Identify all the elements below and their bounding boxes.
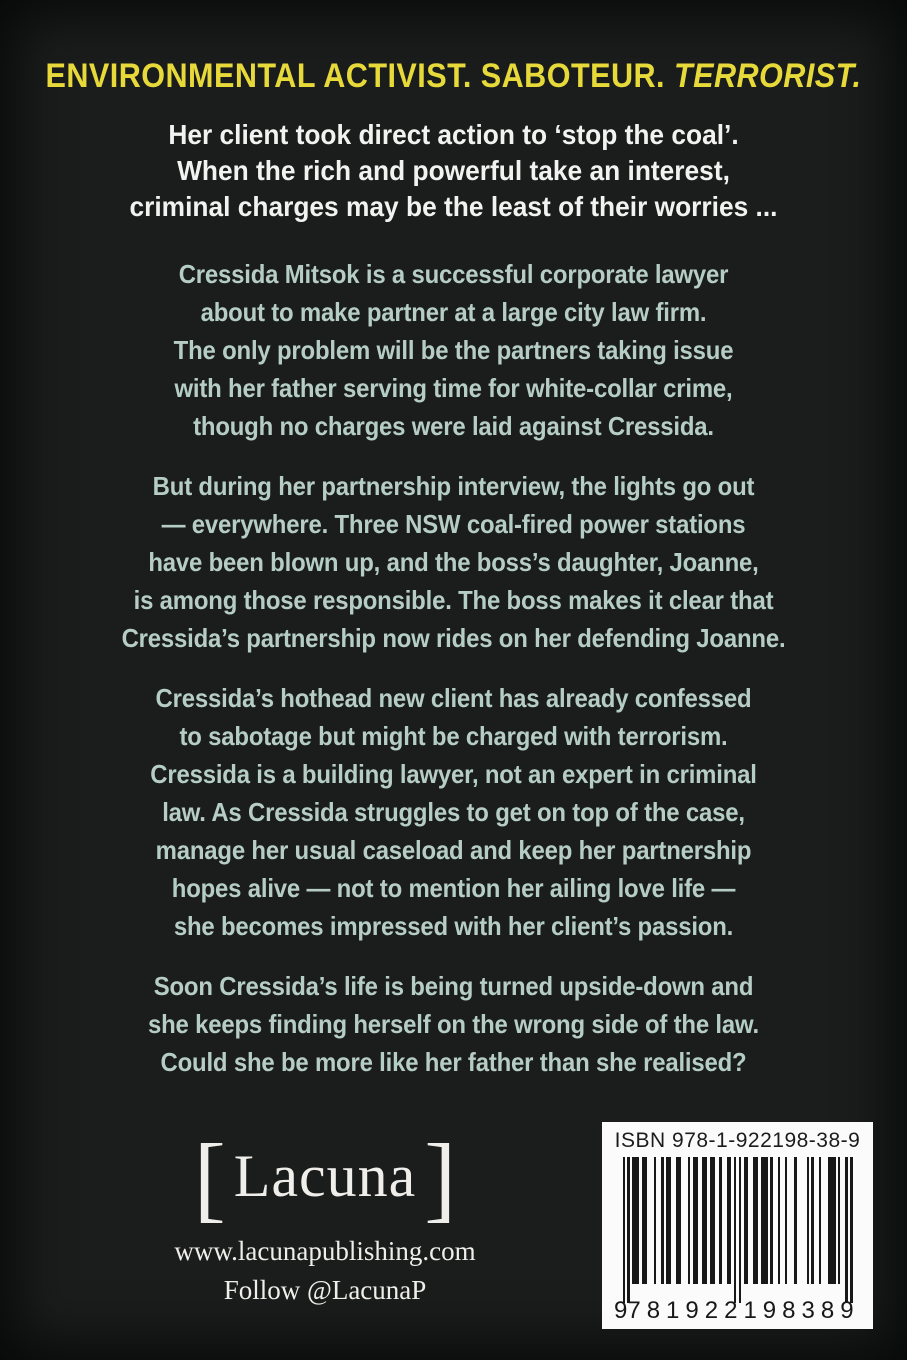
text-line: Soon Cressida’s life is being turned upside-down and <box>153 971 754 1001</box>
text-line: Cressida’s partnership now rides on her defending Joanne. <box>121 623 786 653</box>
blurb-paragraph <box>91 967 815 1081</box>
text-line: hopes alive — not to mention her ailing love life — <box>171 873 736 903</box>
text-line: with her father serving time for white-collar crime, <box>174 373 733 403</box>
barcode-bars <box>623 1157 853 1303</box>
text-line: Could she be more like her father than she realised? <box>160 1047 747 1077</box>
text-line: manage her usual caseload and keep her partnership <box>155 835 752 865</box>
text-line: to sabotage but might be charged with terrorism. <box>179 721 728 751</box>
blurb-paragraph <box>91 467 815 657</box>
logo-wordmark: Lacuna <box>233 1143 417 1209</box>
barcode-digit-group-1: 781922 <box>627 1297 744 1324</box>
tagline-regular: ENVIRONMENTAL ACTIVIST. SABOTEUR. <box>45 57 674 95</box>
text-line: The only problem will be the partners taking issue <box>173 335 734 365</box>
text-line: criminal charges may be the least of their worries ... <box>129 191 778 222</box>
barcode-check-digit: 9 <box>614 1297 628 1324</box>
hook-text <box>27 117 880 225</box>
blurb-paragraph <box>91 679 815 945</box>
barcode-digits <box>614 1297 860 1325</box>
tagline-italic: TERRORIST. <box>673 57 862 95</box>
text-line: When the rich and powerful take an interest, <box>177 155 730 186</box>
text-line: have been blown up, and the boss’s daughter, Joanne, <box>148 547 759 577</box>
publisher-website: www.lacunapublishing.com <box>174 1236 476 1266</box>
blurb-text <box>91 255 815 1103</box>
text-line: she becomes impressed with her client’s passion. <box>173 911 734 941</box>
logo-open-bracket: [ <box>193 1124 226 1231</box>
barcode-digit-group-2: 198389 <box>743 1297 860 1324</box>
text-line: Cressida is a building lawyer, not an expert in criminal <box>150 759 757 789</box>
isbn-barcode <box>602 1122 873 1329</box>
text-line: law. As Cressida struggles to get on top of the case, <box>162 797 745 827</box>
publisher-social-handle: Follow @LacunaP <box>223 1275 427 1305</box>
text-line: Her client took direct action to ‘stop the coal’. <box>168 119 739 150</box>
text-line: though no charges were laid against Cressida. <box>193 411 714 441</box>
text-line: about to make partner at a large city law firm. <box>200 297 707 327</box>
logo-close-bracket: ] <box>424 1124 457 1231</box>
text-line: is among those responsible. The boss makes it clear that <box>133 585 774 615</box>
text-line: she keeps finding herself on the wrong side of the law. <box>147 1009 759 1039</box>
text-line: But during her partnership interview, the lights go out <box>152 471 755 501</box>
text-line: — everywhere. Three NSW coal-fired power stations <box>161 509 746 539</box>
blurb-paragraph <box>91 255 815 445</box>
tagline-headline <box>45 57 861 96</box>
text-line: Cressida Mitsok is a successful corporate lawyer <box>178 259 729 289</box>
text-line: Cressida’s hothead new client has already confessed <box>155 683 752 713</box>
publisher-logo <box>100 1120 550 1232</box>
barcode-bar <box>850 1157 852 1303</box>
publisher-block <box>100 1120 550 1306</box>
isbn-number-label: ISBN 978-1-922198-38-9 <box>614 1129 861 1152</box>
